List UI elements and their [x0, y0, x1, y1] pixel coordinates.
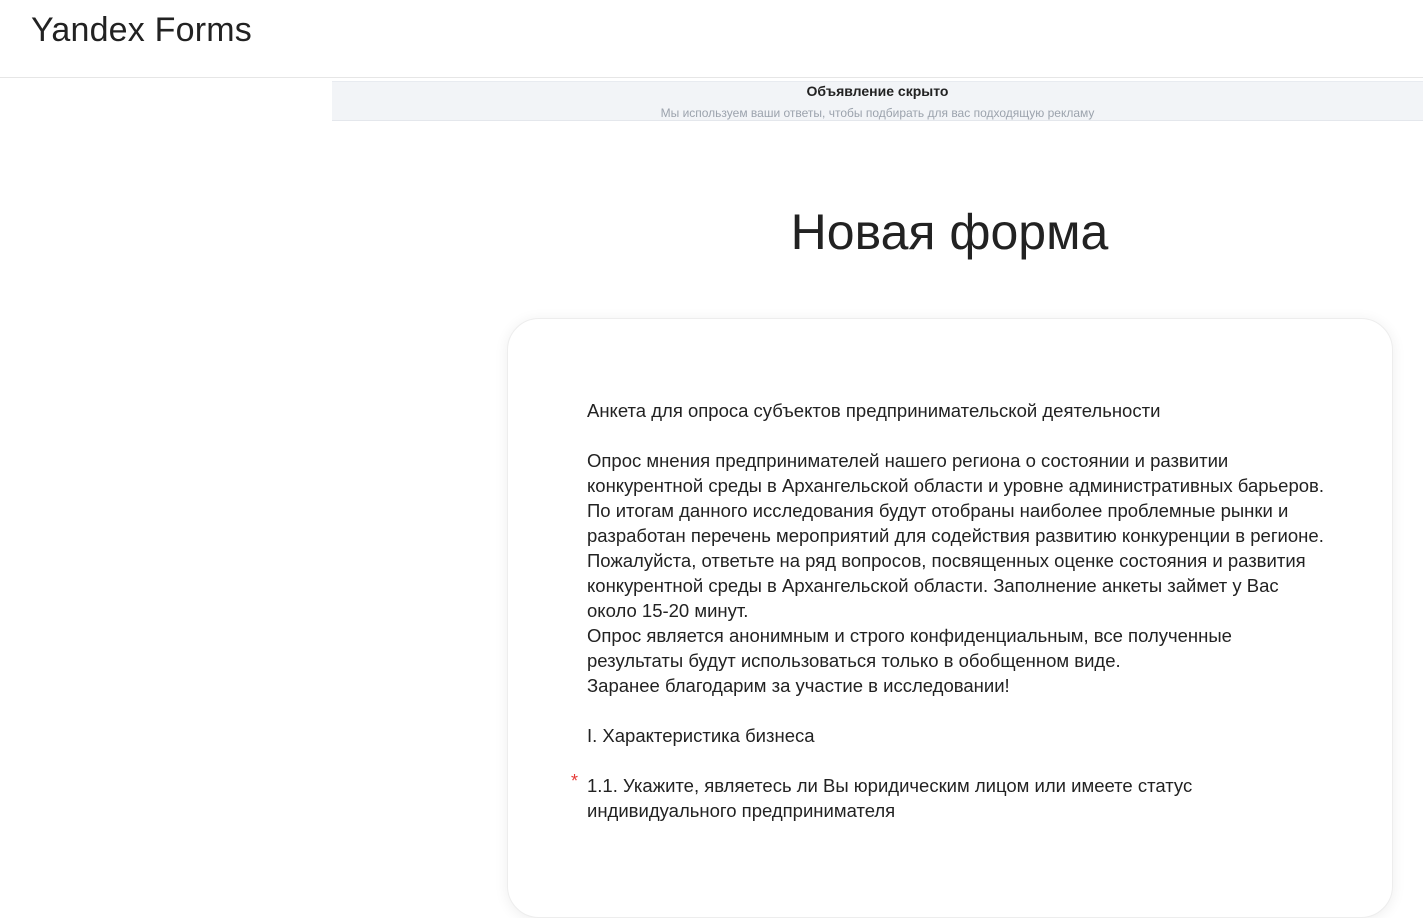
- form-description-paragraph: Заранее благодарим за участие в исследовании!: [587, 675, 1010, 696]
- ad-hidden-title: Объявление скрыто: [806, 83, 949, 99]
- section-title: I. Характеристика бизнеса: [587, 725, 815, 746]
- form-title: Новая форма: [790, 204, 1109, 260]
- hidden-ad-banner: [332, 81, 1423, 121]
- ad-hidden-subtitle: Мы используем ваши ответы, чтобы подбирать для вас подходящую рекламу: [660, 106, 1095, 120]
- form-description-paragraph: Опрос является анонимным и строго конфиденциальным, все полученные результаты будут использоваться только в обобщенном виде.: [587, 625, 1232, 671]
- form-heading: Анкета для опроса субъектов предпринимательской деятельности: [587, 400, 1161, 421]
- form-description-paragraph: По итогам данного исследования будут отобраны наиболее проблемные рынки и разработан перечень мероприятий для содействия развитию конкуренции в регионе.: [587, 500, 1324, 546]
- form-body: [571, 398, 1327, 823]
- question-1-1: [571, 771, 1327, 823]
- top-header: [0, 0, 1423, 78]
- question-label: 1.1. Укажите, являетесь ли Вы юридическим лицом или имеете статус индивидуального предпринимателя: [587, 775, 1193, 821]
- yandex-forms-logo[interactable]: Yandex Forms: [31, 11, 252, 49]
- required-mark: *: [571, 771, 579, 791]
- form-description-paragraph: Опрос мнения предпринимателей нашего региона о состоянии и развитии конкурентной среды в Архангельской области и уровне административных барьеров.: [587, 450, 1324, 496]
- form-description-paragraph: Пожалуйста, ответьте на ряд вопросов, посвященных оценке состояния и развития конкурентной среды в Архангельской области. Заполнение анкеты займет у Вас около 15-20 минут.: [587, 550, 1306, 621]
